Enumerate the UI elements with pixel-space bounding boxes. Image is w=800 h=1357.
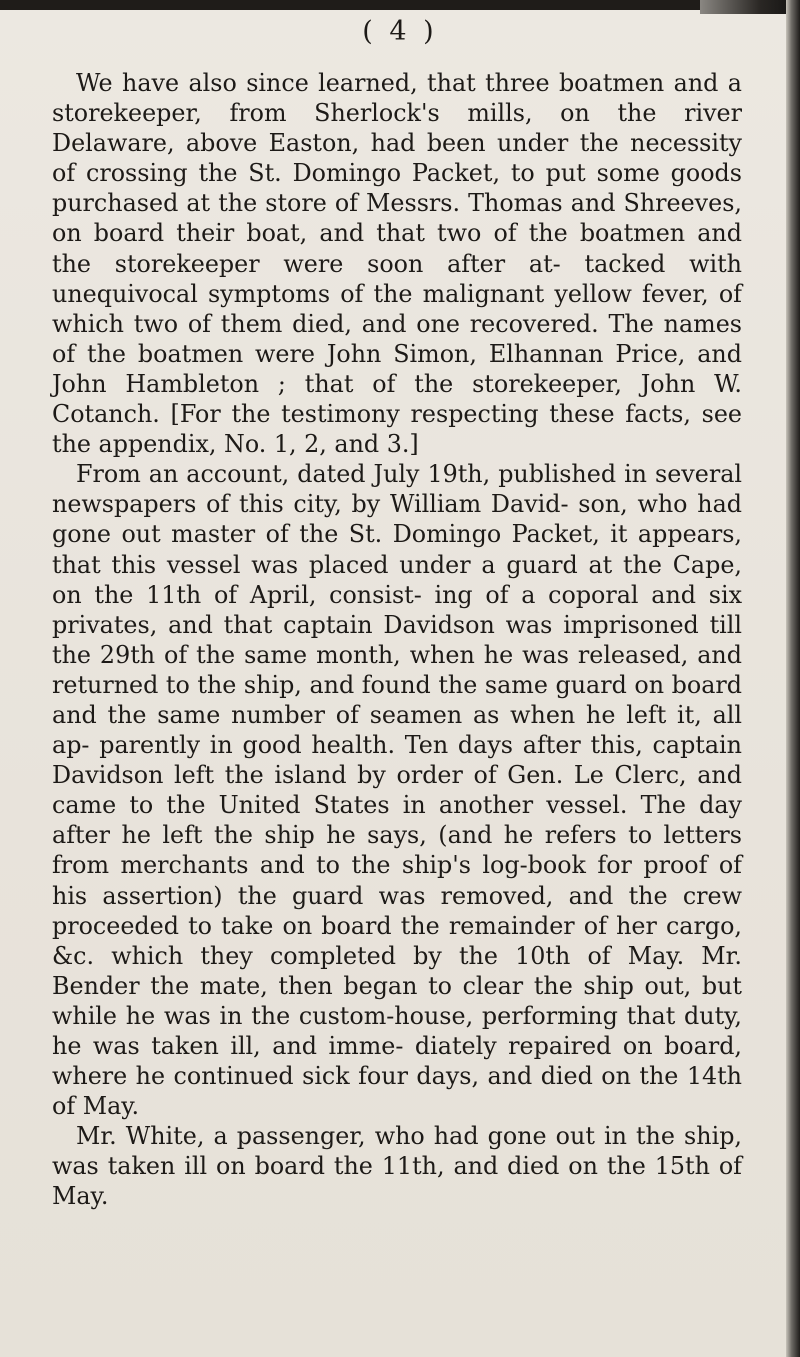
page-edge-shadow	[786, 0, 800, 1357]
paragraph-boatmen: We have also since learned, that three boatmen and a storekeeper, from Sherlock's mills, on the river Delaware, above Easton, had been under the necessity of crossing the St. Domingo Packet, to put some goods purchased at the store of Messrs. Thomas and Shreeves, on board their boat, and that two of the boatmen and the storekeeper were soon after at- tacked with unequivocal symptoms of the malignant yellow fever, of which two of them died, and one recovered. The names of the boatmen were John Simon, Elhannan Price, and John Hambleton ; that of the storekeeper, John W. Cotanch. [For the testimony respecting these facts, see the appendix, No. 1, 2, and 3.]	[52, 69, 742, 459]
top-border-shadow	[700, 0, 800, 14]
page-number: ( 4 )	[362, 16, 438, 47]
top-border-rule	[0, 0, 720, 10]
paragraph-mr-white: Mr. White, a passenger, who had gone out in the ship, was taken ill on board the 11th, and died on the 15th of May.	[52, 1122, 742, 1211]
body-text	[52, 68, 742, 1212]
paragraph-davidson-account: From an account, dated July 19th, published in several newspapers of this city, by William David- son, who had gone out master of the St. Domingo Packet, it appears, that this vessel was placed under a guard at the Cape, on the 11th of April, consist- ing of a coporal and six privates, and that captain Davidson was imprisoned till the 29th of the same month, when he was released, and returned to the ship, and found the same guard on board and the same number of seamen as when he left it, all ap- parently in good health. Ten days after this, captain Davidson left the island by order of Gen. Le Clerc, and came to the United States in another vessel. The day after he left the ship he says, (and he refers to letters from merchants and to the ship's log-book for proof of his assertion) the guard was removed, and the crew proceeded to take on board the remainder of her cargo, &c. which they completed by the 10th of May. Mr. Bender the mate, then began to clear the ship out, but while he was in the custom-house, performing that duty, he was taken ill, and imme- diately repaired on board, where he continued sick four days, and died on the 14th of May.	[52, 460, 742, 1121]
